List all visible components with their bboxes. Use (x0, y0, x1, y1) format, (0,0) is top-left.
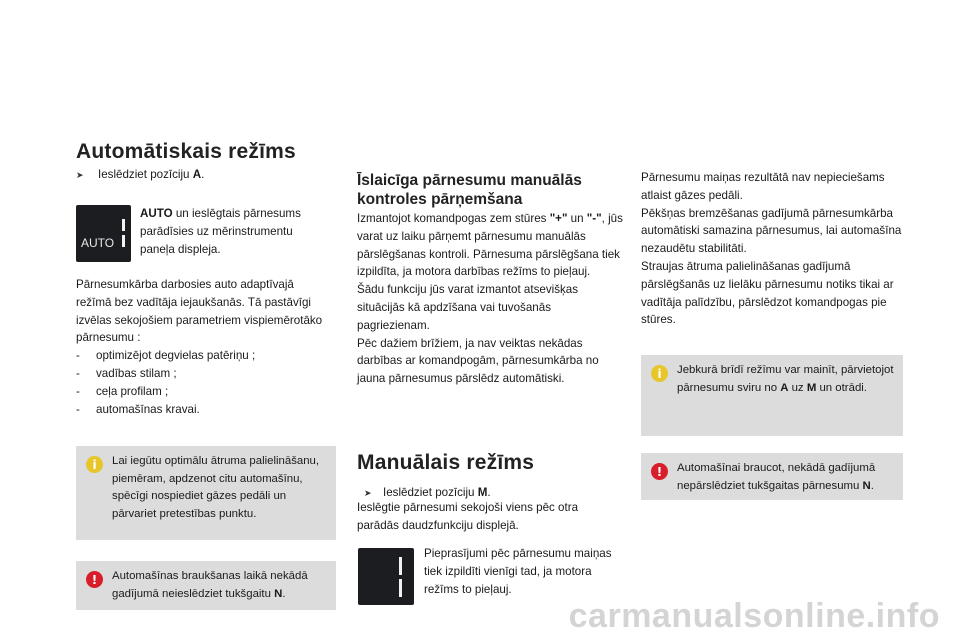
info-icon: i (86, 456, 103, 473)
warning-icon: ! (86, 571, 103, 588)
warning-icon: ! (651, 463, 668, 480)
info-icon: i (651, 365, 668, 382)
arrow-bullet-icon: ➤ (76, 170, 84, 180)
parameter-list (76, 347, 326, 418)
gear-segment-top (122, 219, 125, 231)
list-item: - ceļa profilam ; (76, 383, 326, 401)
warning-box-text: Automašīnas braukšanas laikā nekādā gadījumā neieslēdziet tukšgaitu N. (112, 570, 308, 600)
manual-display-image (358, 548, 414, 605)
temporary-manual-p1: Izmantojot komandpogas zem stūres "+" un "-", jūs varat uz laiku pārņemt pārnesumu manuālās pārslēgšanas kontroli. Pārnesuma pārslēgšana tiek izpildīta, ja motora darbības režīms to pieļauj. (357, 212, 623, 279)
automatic-intro: Pārnesumkārba darbosies auto adaptīvajā režīmā bez vadītāja iejaukšanās. Tā pastāvīgi izvēlas sekojošiem parametriem vispiemērotāko pārnesumu : (76, 278, 323, 345)
step-automatic-text: Ieslēdziet pozīciju A. (98, 168, 205, 181)
gear-change-note-2: Pēkšņas bremzēšanas gadījumā pārnesumkārba automātiski samazina pārnesumus, lai automašīna nezaudētu stabilitāti. (641, 206, 902, 256)
section-title-temporary-manual: Īslaicīga pārnesumu manuālās kontroles pārņemšana (357, 172, 582, 208)
info-box-acceleration (76, 446, 336, 540)
temporary-manual-p2: Šādu funkciju jūs varat izmantot atsevišķas situācijās kā apdzīšana vai tuvošanās pagriezienam. (357, 283, 579, 332)
auto-display-label: AUTO (81, 236, 115, 250)
watermark: carmanualsonline.info (568, 597, 940, 635)
gear-change-notes (641, 169, 909, 329)
manual-display-description: Pieprasījumi pēc pārnesumu maiņas tiek izpildīti vienīgi tad, ja motora režīms to pieļauj. (424, 547, 612, 596)
info-box-mode-change (641, 355, 903, 436)
gear-segment-bottom (122, 235, 125, 247)
list-item: - automašīnas kravai. (76, 401, 326, 419)
gear-segment-bottom (399, 579, 402, 597)
gear-change-note-1: Pārnesumu maiņas rezultātā nav nepieciešams atlaist gāzes pedāli. (641, 171, 885, 202)
list-item: - optimizējot degvielas patēriņu ; (76, 347, 326, 365)
info-box-text: Jebkurā brīdī režīmu var mainīt, pārvietojot pārnesumu sviru no A uz M un otrādi. (677, 364, 894, 394)
arrow-bullet-icon: ➤ (364, 488, 372, 498)
step-manual-line2: Ieslēgtie pārnesumi sekojoši viens pēc otra parādās daudzfunkciju displejā. (357, 501, 579, 532)
auto-display-graphic (76, 205, 131, 262)
section-title-automatic: Automātiskais režīms (76, 140, 296, 163)
step-automatic (76, 166, 84, 185)
section-title-manual: Manuālais režīms (357, 451, 535, 474)
warning-box-neutral (76, 561, 336, 610)
info-box-text: Lai iegūtu optimālu ātruma palielināšanu, piemēram, apdzenot citu automašīnu, spēcīgi nospiediet gāzes pedāli un pārvariet pretestības punktu. (112, 455, 320, 520)
auto-display-description: AUTO un ieslēgtais pārnesums parādīsies uz mērinstrumentu paneļa displeja. (140, 207, 301, 256)
auto-display-image (76, 205, 131, 262)
step-manual-text: Ieslēdziet pozīciju M. (383, 486, 491, 499)
automatic-paragraph (76, 276, 326, 418)
warning-box-neutral-driving (641, 453, 903, 500)
warning-box-text: Automašīnai braucot, nekādā gadījumā nepārslēdziet tukšgaitas pārnesumu N. (677, 462, 876, 492)
temporary-manual-text (357, 210, 625, 388)
list-item: - vadības stilam ; (76, 365, 326, 383)
gear-segment-top (399, 557, 402, 575)
gear-change-note-3: Straujas ātruma palielināšanas gadījumā pārslēgšanās uz lielāku pārnesumu notiks tikai ar vadītāja palīdzību, pārslēdzot komandpogas pie stūres. (641, 259, 894, 327)
temporary-manual-p3: Pēc dažiem brīžiem, ja nav veiktas nekādas darbības ar komandpogām, pārnesumkārba no jauna pārnesumus pārslēdz automātiski. (357, 336, 599, 386)
manual-display-graphic (358, 548, 414, 605)
